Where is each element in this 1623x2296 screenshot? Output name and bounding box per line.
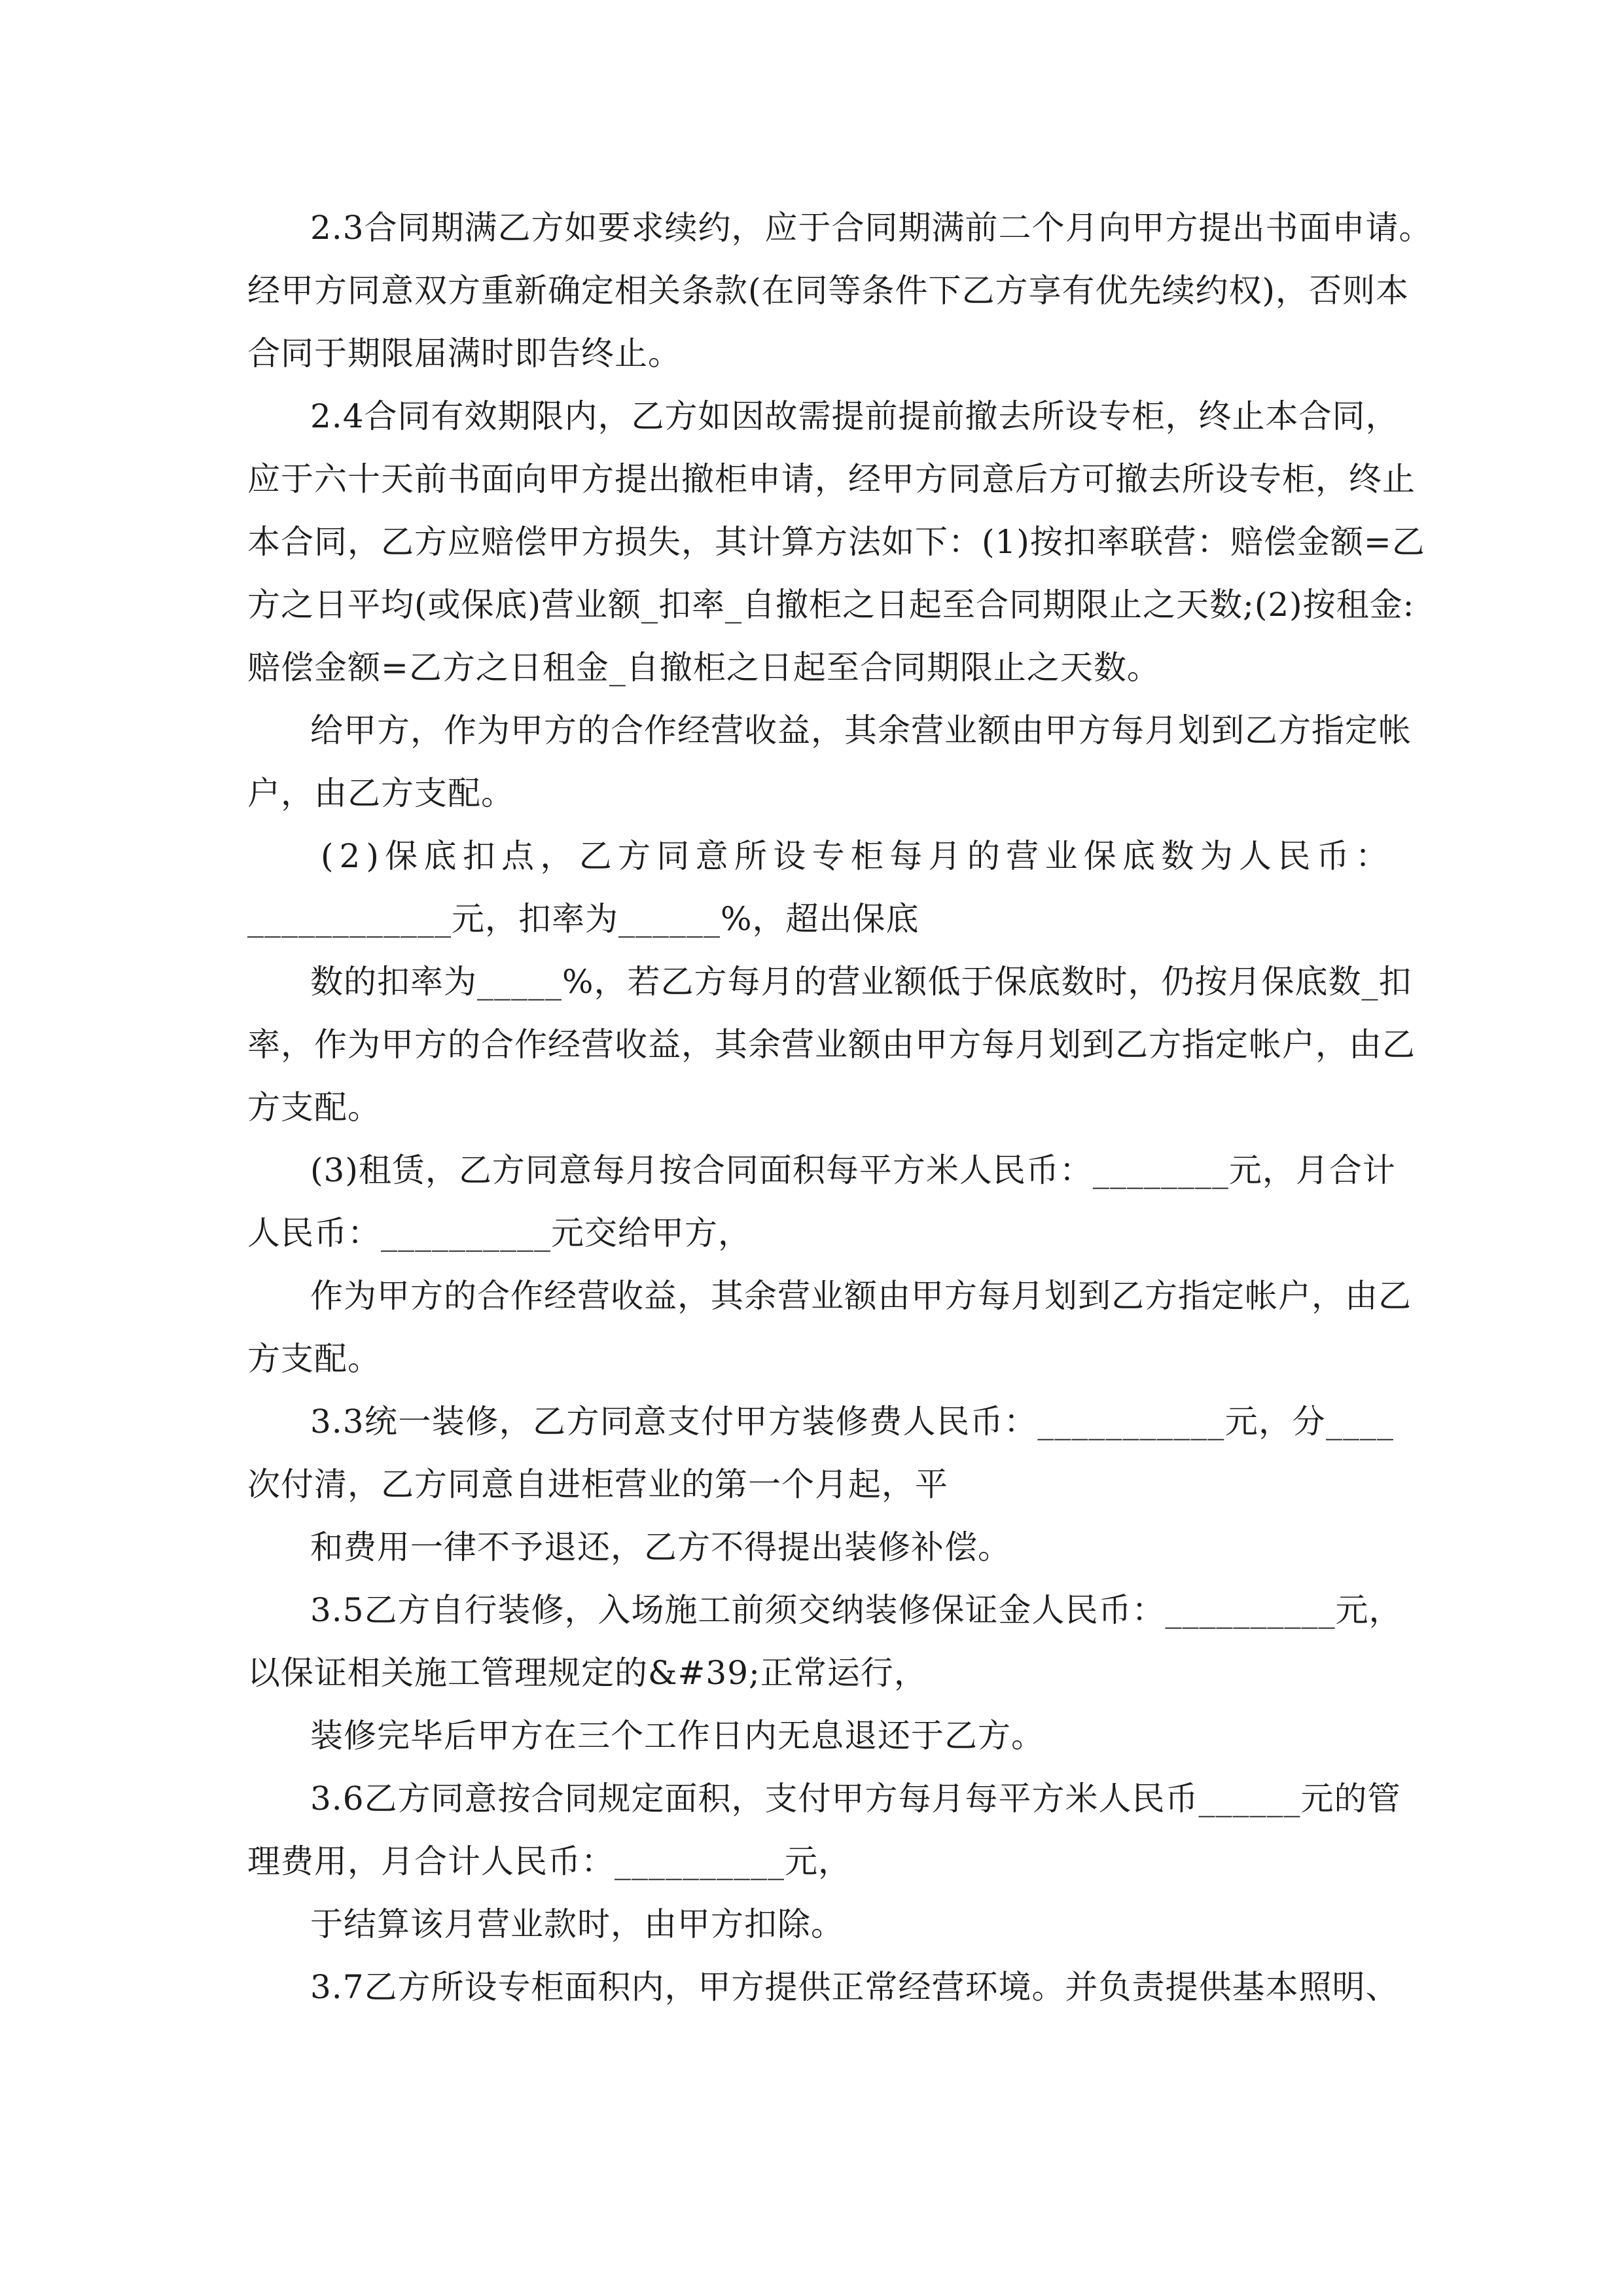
text-line: 3.6乙方同意按合同规定面积，支付甲方每月每平方米人民币______元的管 (310, 1780, 1401, 1818)
text-line: 经甲方同意双方重新确定相关条款(在同等条件下乙方享有优先续约权)，否则本 (247, 272, 1410, 310)
text-line: 本合同，乙方应赔偿甲方损失，其计算方法如下：(1)按扣率联营：赔偿金额=乙 (247, 523, 1425, 561)
text-line: 于结算该月营业款时，由甲方扣除。 (310, 1905, 844, 1943)
text-line: 2.4合同有效期限内，乙方如因故需提前提前撤去所设专柜，终止本合同， (310, 397, 1399, 435)
text-line: 方支配。 (247, 1340, 381, 1378)
text-line: 应于六十天前书面向甲方提出撤柜申请，经甲方同意后方可撤去所设专柜，终止 (247, 460, 1416, 498)
text-line: 次付清，乙方同意自进柜营业的第一个月起，平 (247, 1465, 948, 1503)
text-line: 合同于期限届满时即告终止。 (247, 334, 681, 372)
text-line: (3)租赁，乙方同意每月按合同面积每平方米人民币：________元，月合计 (310, 1151, 1396, 1189)
text-line: 率，作为甲方的合作经营收益，其余营业额由甲方每月划到乙方指定帐户，由乙 (247, 1026, 1416, 1064)
text-line: 3.3统一装修，乙方同意支付甲方装修费人民币：___________元，分____ (310, 1403, 1394, 1441)
text-line: 2.3合同期满乙方如要求续约，应于合同期满前二个月向甲方提出书面申请。 (310, 209, 1433, 247)
contract-body (247, 196, 1433, 2018)
text-line: 赔偿金额=乙方之日租金_自撤柜之日起至合同期限止之天数。 (247, 649, 1160, 687)
text-line: 方支配。 (247, 1088, 381, 1126)
text-line: 户，由乙方支配。 (247, 774, 514, 812)
text-line: 理费用，月合计人民币：__________元， (247, 1842, 851, 1880)
text-line: 方之日平均(或保底)营业额_扣率_自撤柜之日起至合同期限止之天数;(2)按租金: (247, 586, 1415, 624)
text-line: 3.7乙方所设专柜面积内，甲方提供正常经营环境。并负责提供基本照明、 (310, 1968, 1399, 2006)
text-line: 装修完毕后甲方在三个工作日内无息退还于乙方。 (310, 1717, 1044, 1755)
text-line: ____________元，扣率为______%，超出保底 (247, 900, 919, 938)
text-line: 数的扣率为_____%，若乙方每月的营业额低于保底数时，仍按月保底数_扣 (310, 963, 1412, 1001)
text-line: 人民币：__________元交给甲方， (247, 1214, 751, 1252)
text-line: 以保证相关施工管理规定的&#39;正常运行， (247, 1654, 927, 1692)
text-line: (2)保底扣点，乙方同意所设专柜每月的营业保底数为人民币： (321, 837, 1394, 875)
text-line: 给甲方，作为甲方的合作经营收益，其余营业额由甲方每月划到乙方指定帐 (310, 711, 1412, 749)
text-line: 3.5乙方自行装修，入场施工前须交纳装修保证金人民币：__________元， (310, 1591, 1402, 1629)
text-line: 和费用一律不予退还，乙方不得提出装修补偿。 (310, 1528, 1011, 1566)
text-line: 作为甲方的合作经营收益，其余营业额由甲方每月划到乙方指定帐户，由乙 (310, 1277, 1412, 1315)
